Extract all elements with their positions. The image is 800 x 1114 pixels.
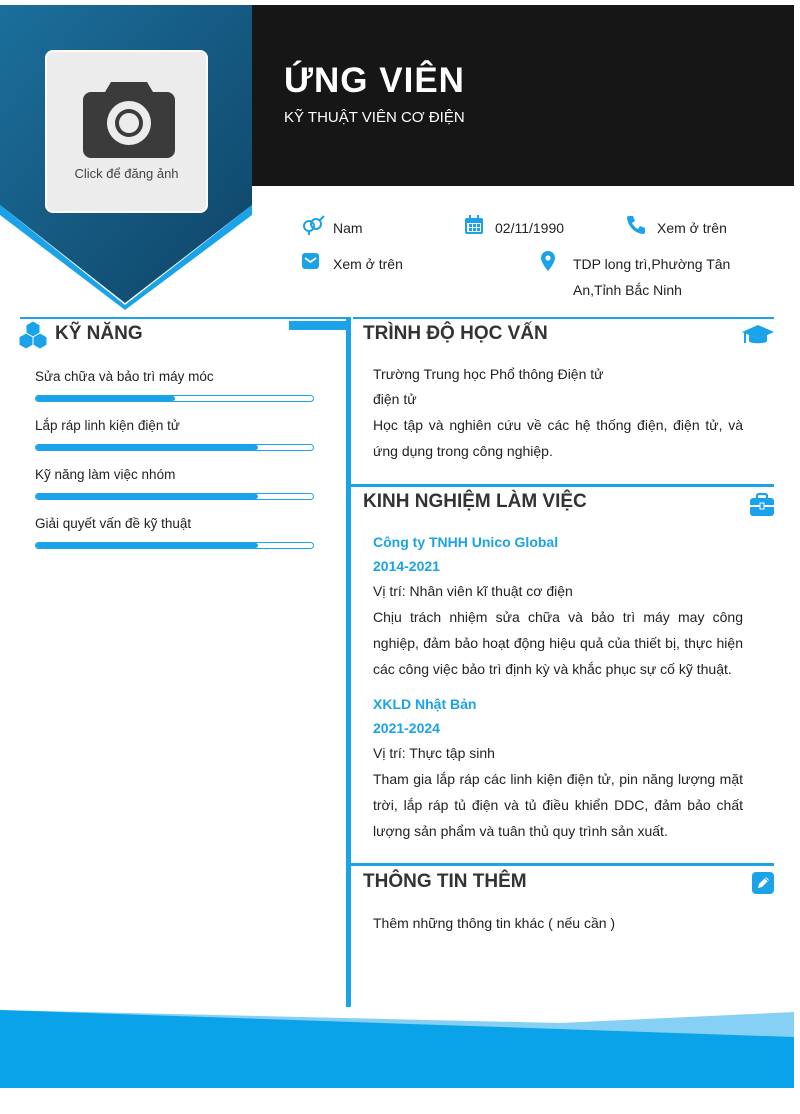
skill-label[interactable]: Lắp ráp linh kiện điện tử [35, 418, 180, 433]
resume-page [0, 5, 794, 1088]
email-icon [301, 251, 325, 271]
experience-top-line [351, 484, 774, 487]
email-field[interactable] [301, 251, 403, 277]
candidate-name[interactable]: ỨNG VIÊN [284, 61, 465, 100]
skill-bar [35, 493, 314, 500]
job-description[interactable]: Chịu trách nhiệm sửa chữa và bảo trì máy may công nghiệp, đảm bảo hoạt động hiệu quả của thiết bị, thực hiện các công việc bảo trì định kỳ và khắc phục sự cố kỹ thuật. [373, 609, 743, 677]
job-position[interactable]: Vị trí: Nhân viên kĩ thuật cơ điện [373, 583, 573, 599]
column-divider [346, 317, 351, 1023]
education-major[interactable]: điện tử [373, 391, 417, 407]
skill-bar [35, 444, 314, 451]
cubes-icon [19, 320, 47, 350]
skills-title: KỸ NĂNG [55, 323, 143, 344]
education-school[interactable]: Trường Trung học Phổ thông Điện tử [373, 366, 604, 382]
gender-field[interactable] [301, 215, 363, 241]
location-pin-icon [541, 251, 565, 271]
education-title: TRÌNH ĐỘ HỌC VẤN [363, 323, 548, 344]
job-position[interactable]: Vị trí: Thực tập sinh [373, 745, 495, 761]
skill-bar [35, 395, 314, 402]
phone-icon [625, 215, 649, 235]
extra-title: THÔNG TIN THÊM [363, 871, 527, 892]
education-top-line [353, 317, 774, 319]
skills-tab-accent [289, 321, 348, 330]
gender-value: Nam [333, 220, 363, 236]
edit-icon [752, 872, 774, 894]
job-company[interactable]: Công ty TNHH Unico Global [373, 534, 559, 550]
address-value: TDP long trì,Phường Tân An,Tỉnh Bắc Ninh [573, 256, 731, 298]
briefcase-icon [749, 492, 775, 518]
skill-bar-fill [36, 396, 175, 401]
education-description[interactable]: Học tập và nghiên cứu về các hệ thống điện, điện tử, và ứng dụng trong công nghiệp. [373, 417, 743, 459]
skill-label[interactable]: Giải quyết vấn đề kỹ thuật [35, 516, 192, 531]
phone-value: Xem ở trên [657, 220, 727, 236]
skill-label[interactable]: Sửa chữa và bảo trì máy móc [35, 369, 214, 384]
footer-wave [0, 1007, 794, 1088]
camera-icon [81, 76, 177, 160]
job-title[interactable]: KỸ THUẬT VIÊN CƠ ĐIỆN [284, 109, 465, 126]
extra-text[interactable]: Thêm những thông tin khác ( nếu cần ) [373, 915, 616, 931]
skill-label[interactable]: Kỹ năng làm việc nhóm [35, 467, 176, 482]
photo-caption: Click để đăng ảnh [74, 166, 179, 181]
skill-bar-fill [36, 494, 258, 499]
skills-top-line [20, 317, 348, 319]
job-period[interactable]: 2014-2021 [373, 558, 440, 574]
birthday-field[interactable] [463, 215, 564, 241]
skill-bar-fill [36, 445, 258, 450]
birthday-value: 02/11/1990 [495, 220, 565, 236]
skill-bar [35, 542, 314, 549]
calendar-icon [463, 215, 487, 235]
phone-field[interactable] [625, 215, 727, 241]
extra-top-line [351, 863, 774, 866]
graduation-cap-icon [742, 323, 774, 349]
profile-photo-upload[interactable] [45, 50, 208, 213]
experience-title: KINH NGHIỆM LÀM VIỆC [363, 491, 587, 512]
gender-icon [301, 215, 325, 235]
job-description[interactable]: Tham gia lắp ráp các linh kiện điện tử, pin năng lượng mặt trời, lắp ráp tủ điện và tủ điều khiển DDC, đảm bảo chất lượng sản phẩm và tuân thủ quy trình sản xuất. [373, 771, 743, 839]
skill-bar-fill [36, 543, 258, 548]
job-company[interactable]: XKLD Nhật Bản [373, 696, 477, 712]
job-period[interactable]: 2021-2024 [373, 720, 440, 736]
email-value: Xem ở trên [333, 256, 403, 272]
address-field[interactable] [541, 251, 731, 303]
